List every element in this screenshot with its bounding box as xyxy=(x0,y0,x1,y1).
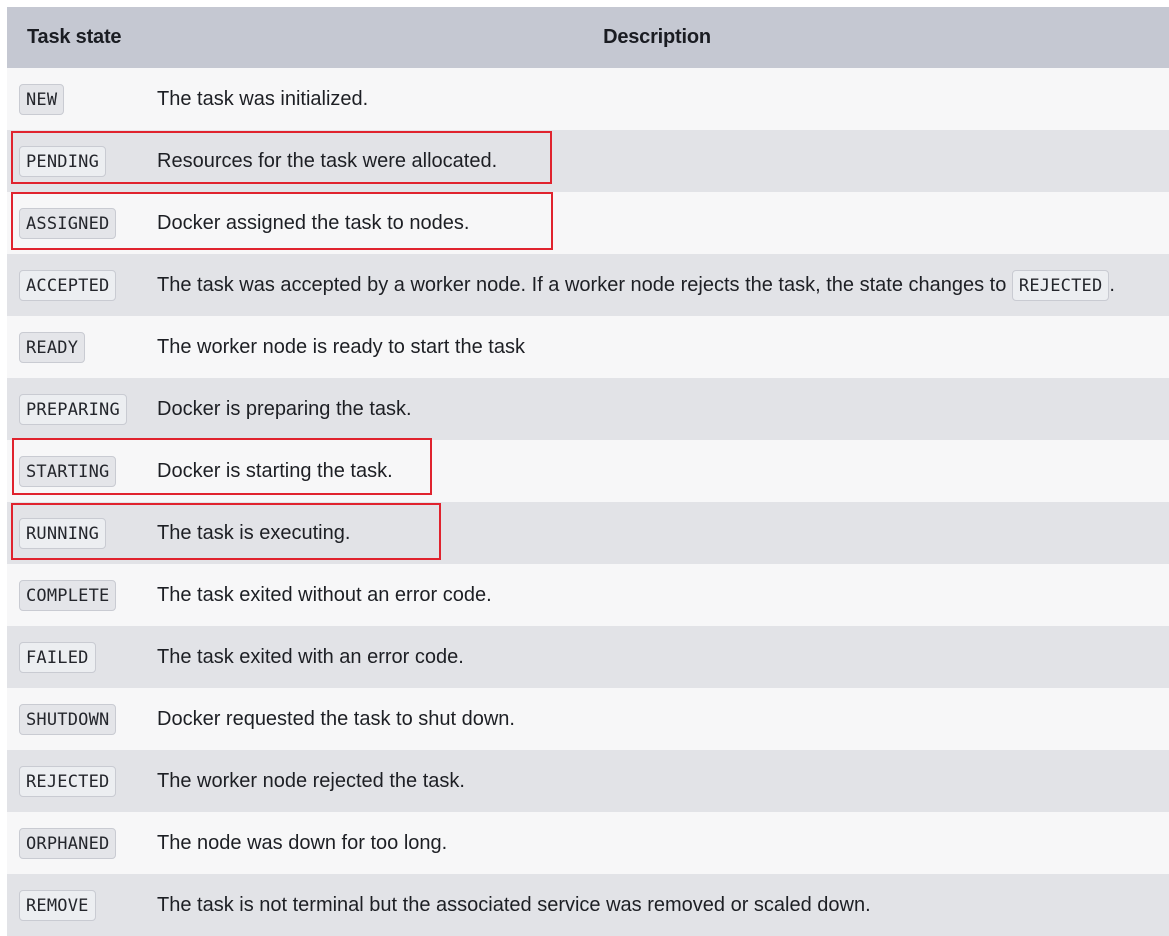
state-cell xyxy=(7,378,145,440)
description-cell: The task is executing. xyxy=(157,521,351,544)
state-code-tag: RUNNING xyxy=(19,518,106,549)
state-code-tag: ORPHANED xyxy=(19,828,116,859)
table-row xyxy=(7,874,1169,936)
state-cell xyxy=(7,688,145,750)
task-states-table-wrapper xyxy=(7,7,1169,936)
state-code-tag: STARTING xyxy=(19,456,116,487)
description-cell: Docker is starting the task. xyxy=(157,459,393,482)
state-cell xyxy=(7,812,145,874)
state-cell xyxy=(7,502,145,564)
description-cell: Resources for the task were allocated. xyxy=(157,149,498,172)
description-cell: The node was down for too long. xyxy=(157,831,448,854)
state-code-tag: PREPARING xyxy=(19,394,127,425)
table-body xyxy=(7,68,1169,936)
state-cell xyxy=(7,750,145,812)
description-cell: The worker node is ready to start the task xyxy=(157,335,525,358)
state-code-tag: PENDING xyxy=(19,146,106,177)
header-task-state: Task state xyxy=(27,26,122,48)
description-text-end: . xyxy=(1109,273,1115,296)
table-row xyxy=(7,130,1169,192)
inline-code-tag: REJECTED xyxy=(1012,270,1109,301)
table-row xyxy=(7,564,1169,626)
state-cell xyxy=(7,316,145,378)
state-code-tag: REJECTED xyxy=(19,766,116,797)
state-code-tag: NEW xyxy=(19,84,64,115)
state-code-tag: SHUTDOWN xyxy=(19,704,116,735)
state-cell xyxy=(7,68,145,130)
table-row xyxy=(7,626,1169,688)
description-cell: The task is not terminal but the associated service was removed or scaled down. xyxy=(157,893,871,916)
state-cell xyxy=(7,564,145,626)
task-states-table xyxy=(7,7,1169,936)
table-row xyxy=(7,254,1169,316)
state-code-tag: ASSIGNED xyxy=(19,208,116,239)
header-description: Description xyxy=(603,26,711,48)
state-code-tag: COMPLETE xyxy=(19,580,116,611)
description-cell: Docker requested the task to shut down. xyxy=(157,707,515,730)
description-cell: Docker assigned the task to nodes. xyxy=(157,211,470,234)
state-code-tag: REMOVE xyxy=(19,890,96,921)
table-row xyxy=(7,316,1169,378)
table-header xyxy=(7,7,1169,68)
state-code-tag: ACCEPTED xyxy=(19,270,116,301)
table-row xyxy=(7,378,1169,440)
table-row xyxy=(7,502,1169,564)
state-cell xyxy=(7,130,145,192)
state-cell xyxy=(7,440,145,502)
table-row xyxy=(7,68,1169,130)
description-cell: The worker node rejected the task. xyxy=(157,769,465,792)
state-cell xyxy=(7,192,145,254)
table-row xyxy=(7,812,1169,874)
state-cell xyxy=(7,874,145,936)
description-cell xyxy=(145,254,1169,316)
state-cell xyxy=(7,626,145,688)
table-row xyxy=(7,440,1169,502)
state-code-tag: FAILED xyxy=(19,642,96,673)
description-cell: The task exited with an error code. xyxy=(157,645,464,668)
description-cell: The task was initialized. xyxy=(157,87,369,110)
state-cell xyxy=(7,254,145,316)
header-row xyxy=(7,7,1169,68)
state-code-tag: READY xyxy=(19,332,85,363)
description-cell: The task exited without an error code. xyxy=(157,583,492,606)
table-row xyxy=(7,750,1169,812)
description-cell: Docker is preparing the task. xyxy=(157,397,412,420)
table-row xyxy=(7,192,1169,254)
description-text: The task was accepted by a worker node. If a worker node rejects the task, the state changes to xyxy=(157,273,1012,296)
table-row xyxy=(7,688,1169,750)
